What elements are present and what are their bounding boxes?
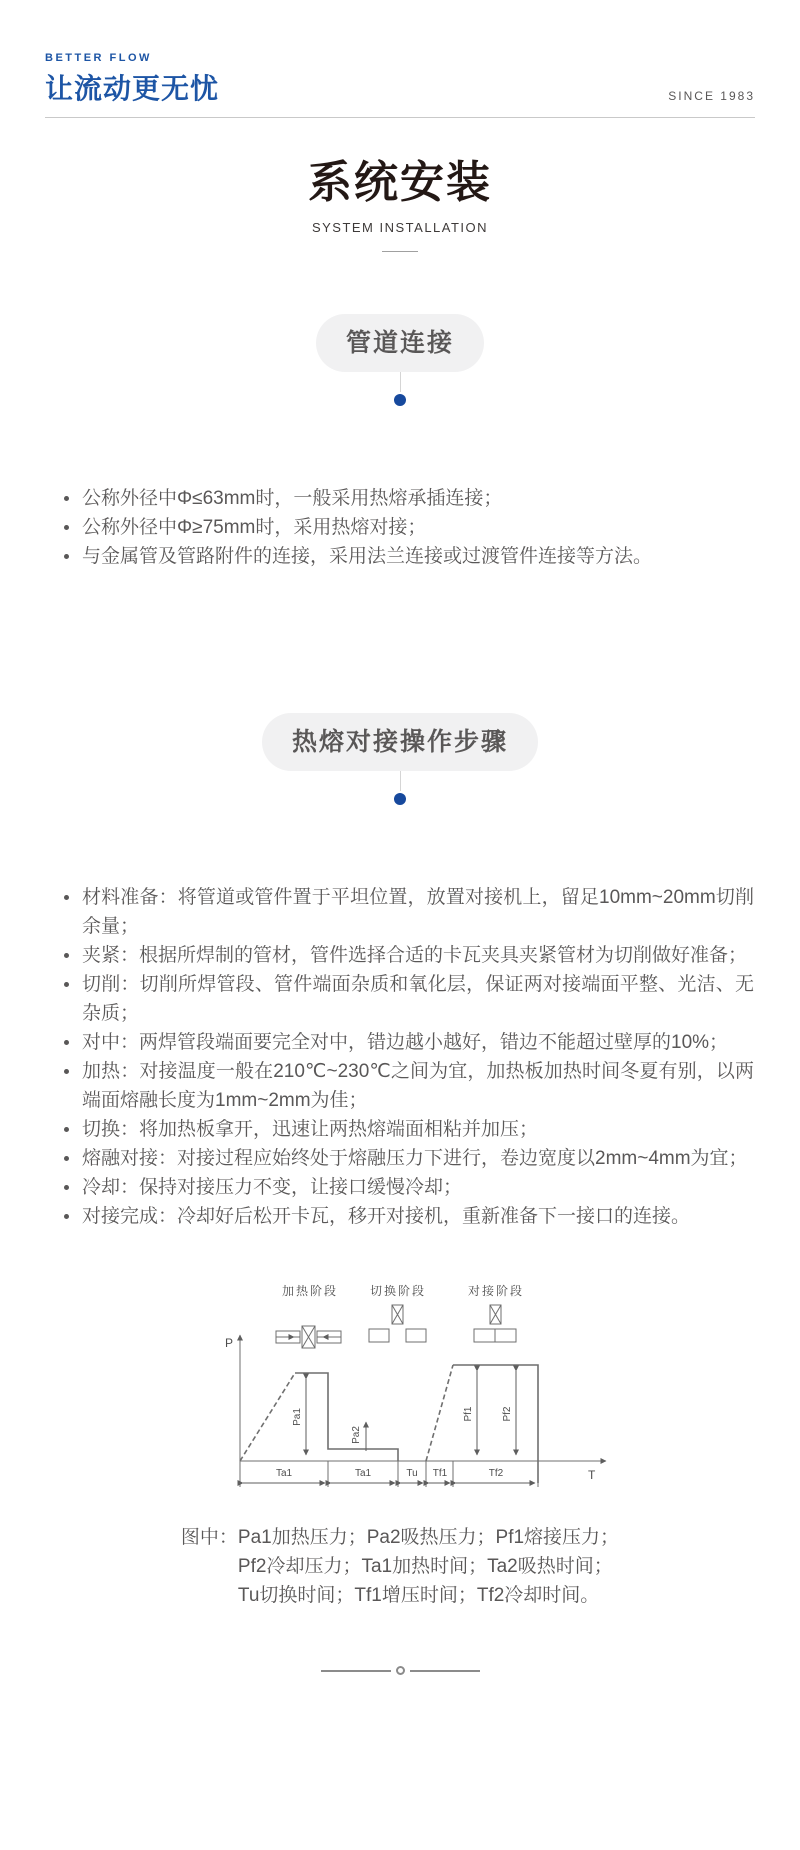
section-pipe-connection-header [0,314,800,406]
connector-stem [400,771,401,791]
brand-block [45,52,219,107]
connector-dot-icon [394,793,406,805]
switching-phase-icon [369,1305,426,1342]
list-item: 夹紧：根据所焊制的管材，管件选择合适的卡瓦夹具夹紧管材为切削做好准备； [62,941,754,970]
butt-fusion-badge: 热熔对接操作步骤 [262,713,538,771]
page-subtitle: SYSTEM INSTALLATION [311,220,489,235]
diagram-caption [181,1523,619,1610]
x-axis-label: T [588,1468,596,1482]
list-item: 公称外径中Φ≥75mm时，采用热熔对接； [62,513,754,542]
pipe-connection-badge: 管道连接 [316,314,484,372]
connector-dot-icon [394,394,406,406]
butt-fusion-steps-list [62,883,754,1231]
list-item: 切换：将加热板拿开，迅速让两热熔端面相粘并加压； [62,1115,754,1144]
pressure-arrows [306,1371,516,1455]
list-item: 与金属管及管路附件的连接，采用法兰连接或过渡管件连接等方法。 [62,542,754,571]
since-label: SINCE 1983 [668,89,755,103]
connector-stem [400,372,401,392]
page-title: 系统安装 [308,158,492,207]
phase-label-jointing: 对接阶段 [467,1284,525,1298]
pressure-label-pa1: Pa1 [292,1408,303,1426]
diagram-axes [240,1335,606,1461]
list-item: 材料准备：将管道或管件置于平坦位置，放置对接机上，留足10mm~20mm切削余量； [62,883,754,941]
caption-line: Tu切换时间；Tf1增压时间；Tf2冷却时间。 [237,1585,600,1606]
pressure-label-pf1: Pf1 [463,1406,474,1422]
pressure-label-pf2: Pf2 [502,1406,513,1422]
caption-line: Pf2冷却压力；Ta1加热时间；Ta2吸热时间； [237,1556,613,1577]
footer-line [410,1670,480,1672]
pipe-connection-list [62,484,754,571]
time-segment-ta1: Ta1 [275,1468,293,1479]
pressure-time-curve [240,1365,538,1483]
pressure-time-diagram-svg [170,1269,630,1504]
time-segment-tu: Tu [406,1468,418,1479]
list-item: 公称外径中Φ≤63mm时，一般采用热熔承插连接； [62,484,754,513]
pressure-label-pa2: Pa2 [351,1426,362,1444]
time-segment-tf1: Tf1 [432,1468,448,1479]
list-item: 熔融对接：对接过程应始终处于熔融压力下进行，卷边宽度以2mm~4mm为宜； [62,1144,754,1173]
caption-line: 图中：Pa1加热压力；Pa2吸热压力；Pf1熔接压力； [180,1527,620,1548]
phase-label-heating: 加热阶段 [281,1284,339,1298]
footer-circle-icon [396,1666,405,1675]
list-item: 加热：对接温度一般在210℃~230℃之间为宜，加热板加热时间冬夏有别，以两端面熔融长度为1mm~2mm为佳； [62,1057,754,1115]
jointing-phase-icon [474,1305,516,1342]
footer-line [321,1670,391,1672]
heating-phase-icon [276,1326,341,1348]
list-item: 对中：两焊管段端面要完全对中，错边越小越好，错边不能超过壁厚的10%； [62,1028,754,1057]
y-axis-label: P [225,1336,234,1350]
list-item: 对接完成：冷却好后松开卡瓦，移开对接机，重新准备下一接口的连接。 [62,1202,754,1231]
list-item: 冷却：保持对接压力不变，让接口缓慢冷却； [62,1173,754,1202]
list-item: 切削：切削所焊管段、管件端面杂质和氧化层，保证两对接端面平整、光洁、无杂质； [62,970,754,1028]
header [45,52,755,118]
footer-divider [0,1666,800,1675]
pressure-time-diagram [0,1269,800,1509]
title-divider [382,251,418,252]
phase-label-switching: 切换阶段 [369,1284,427,1298]
time-segment-ta2: Ta1 [354,1468,372,1479]
brand-tagline: BETTER FLOW [45,52,152,64]
title-block [0,146,800,252]
brand-logo: 让流动更无忧 [45,73,220,104]
time-segment-tf2: Tf2 [488,1468,504,1479]
section-butt-fusion-header [0,713,800,805]
